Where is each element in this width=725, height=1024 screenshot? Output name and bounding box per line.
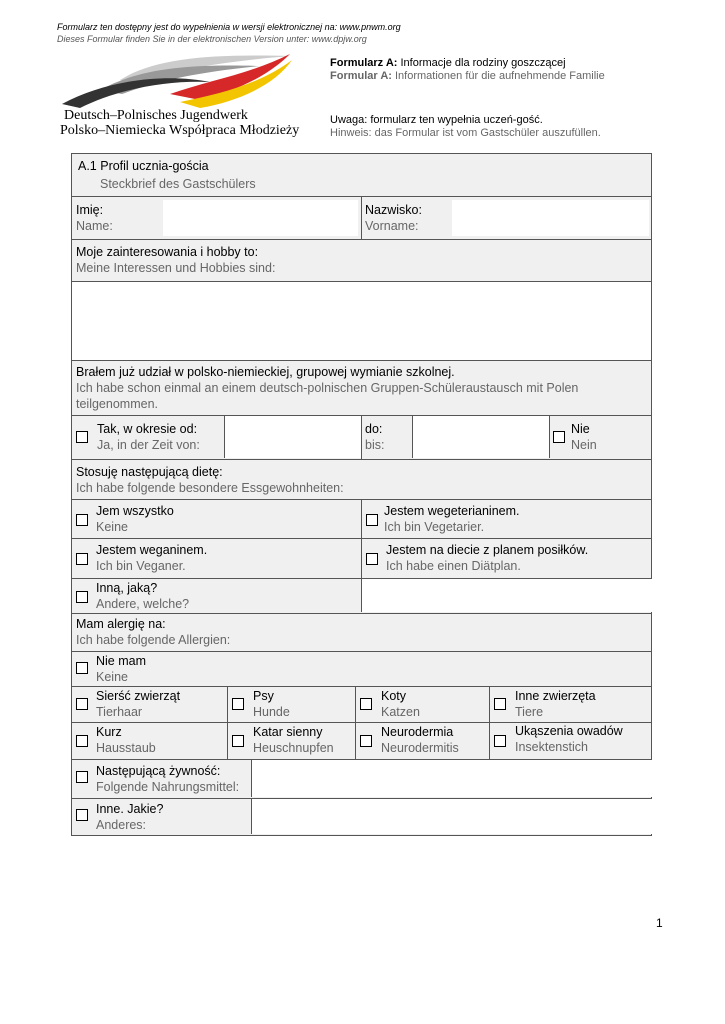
first-name-input[interactable] xyxy=(163,200,358,236)
allergy-fur-de: Tierhaar xyxy=(96,705,143,719)
diet-vegan-pl: Jestem weganinem. xyxy=(96,543,208,557)
allergy-insect-de: Insektenstich xyxy=(515,740,588,754)
last-name-input[interactable] xyxy=(452,200,649,236)
allergy-none-pl: Nie mam xyxy=(96,654,147,668)
allergy-other-de: Anderes: xyxy=(96,818,147,832)
diet-other-checkbox[interactable] xyxy=(76,591,88,603)
form-title-pl: Formularz A: Informacje dla rodziny goszczącej xyxy=(330,57,566,69)
allergy-none-row xyxy=(71,652,652,687)
diet-other-de: Andere, welche? xyxy=(96,597,190,611)
logo xyxy=(60,50,300,142)
hobbies-label-de: Meine Interessen und Hobbies sind: xyxy=(76,261,276,275)
diet-row-2 xyxy=(71,539,652,579)
diet-header xyxy=(71,460,652,500)
allergy-cats-checkbox[interactable] xyxy=(360,698,372,710)
allergy-dust-checkbox[interactable] xyxy=(76,735,88,747)
allergy-hayfever-checkbox[interactable] xyxy=(232,735,244,747)
diet-plan-de: Ich habe einen Diätplan. xyxy=(386,559,521,573)
first-name-label-pl: Imię: xyxy=(76,203,104,217)
hobbies-label-pl: Moje zainteresowania i hobby to: xyxy=(76,245,259,259)
exchange-no-checkbox[interactable] xyxy=(553,431,565,443)
logo-swoosh-icon xyxy=(60,50,300,110)
allergy-food-row xyxy=(71,760,652,799)
diet-label-de: Ich habe folgende besondere Essgewohnheiten: xyxy=(76,481,344,495)
diet-vegan-checkbox[interactable] xyxy=(76,553,88,565)
allergy-food-input[interactable] xyxy=(251,760,652,797)
exchange-to-pl: do: xyxy=(365,422,383,436)
diet-row-3 xyxy=(71,579,652,614)
exchange-label-de: Ich habe schon einmal an einem deutsch-polnischen Gruppen-Schüleraustausch mit Polen teilgenommen. xyxy=(76,381,579,411)
allergy-hayfever-de: Heuschnupfen xyxy=(253,741,334,755)
hint-de: Hinweis: das Formular ist vom Gastschüler auszufüllen. xyxy=(330,127,601,139)
allergy-none-de: Keine xyxy=(96,670,128,684)
allergy-neuro-pl: Neurodermia xyxy=(381,725,454,739)
diet-other-pl: Inną, jaką? xyxy=(96,581,158,595)
section-title-de: Steckbrief des Gastschülers xyxy=(100,177,256,191)
allergy-other-input[interactable] xyxy=(251,799,652,834)
logo-line-pl: Polsko–Niemiecka Współpraca Młodzieży xyxy=(60,123,300,138)
allergy-cats-pl: Koty xyxy=(381,689,407,703)
first-name-label-de: Name: xyxy=(76,219,113,233)
diet-vegan-de: Ich bin Veganer. xyxy=(96,559,186,573)
logo-line-de: Deutsch–Polnisches Jugendwerk xyxy=(64,108,248,123)
diet-all-checkbox[interactable] xyxy=(76,514,88,526)
last-name-label-de: Vorname: xyxy=(365,219,419,233)
diet-other-input[interactable] xyxy=(361,579,652,612)
allergy-other-pl: Inne. Jakie? xyxy=(96,802,164,816)
exchange-header xyxy=(71,361,652,416)
allergy-none-checkbox[interactable] xyxy=(76,662,88,674)
allergy-dust-pl: Kurz xyxy=(96,725,122,739)
exchange-no-pl: Nie xyxy=(571,422,590,436)
exchange-label-pl: Brałem już udział w polsko-niemieckiej, grupowej wymianie szkolnej. xyxy=(76,365,455,379)
diet-row-1 xyxy=(71,500,652,539)
header-note-de: Dieses Formular finden Sie in der elektronischen Version unter: www.dpjw.org xyxy=(57,34,367,44)
section-header xyxy=(71,153,652,197)
diet-plan-pl: Jestem na diecie z planem posiłków. xyxy=(386,543,589,557)
allergy-food-de: Folgende Nahrungsmittel: xyxy=(96,780,240,794)
hobbies-input[interactable] xyxy=(71,282,652,361)
exchange-to-de: bis: xyxy=(365,438,385,452)
allergy-dogs-pl: Psy xyxy=(253,689,274,703)
allergy-dogs-de: Hunde xyxy=(253,705,290,719)
header-note-pl: Formularz ten dostępny jest do wypełnienia w wersji elektronicznej na: www.pnwm.org xyxy=(57,22,401,32)
diet-label-pl: Stosuję następującą dietę: xyxy=(76,465,223,479)
exchange-from-input[interactable] xyxy=(224,416,362,458)
allergy-cats-de: Katzen xyxy=(381,705,420,719)
profile-form xyxy=(71,153,652,836)
exchange-yes-de: Ja, in der Zeit von: xyxy=(97,438,200,452)
allergy-row-1 xyxy=(71,687,652,723)
allergy-header xyxy=(71,614,652,652)
allergy-other-checkbox[interactable] xyxy=(76,809,88,821)
allergy-dust-de: Hausstaub xyxy=(96,741,156,755)
hint-pl: Uwaga: formularz ten wypełnia uczeń-gość. xyxy=(330,114,543,126)
form-title-de: Formular A: Informationen für die aufnehmende Familie xyxy=(330,70,605,82)
diet-all-pl: Jem wszystko xyxy=(96,504,174,518)
allergy-other-row xyxy=(71,799,652,836)
exchange-row xyxy=(71,416,652,460)
diet-vegetarian-pl: Jestem wegeterianinem. xyxy=(384,504,520,518)
page-number: 1 xyxy=(656,916,663,930)
allergy-label-pl: Mam alergię na: xyxy=(76,617,166,631)
diet-plan-checkbox[interactable] xyxy=(366,553,378,565)
hobbies-header xyxy=(71,240,652,282)
allergy-label-de: Ich habe folgende Allergien: xyxy=(76,633,231,647)
allergy-insect-checkbox[interactable] xyxy=(494,735,506,747)
allergy-row-2 xyxy=(71,723,652,760)
last-name-label-pl: Nazwisko: xyxy=(365,203,422,217)
allergy-neuro-checkbox[interactable] xyxy=(360,735,372,747)
allergy-animals-pl: Inne zwierzęta xyxy=(515,689,596,703)
allergy-fur-pl: Sierść zwierząt xyxy=(96,689,181,703)
exchange-to-input[interactable] xyxy=(412,416,550,458)
allergy-insect-pl: Ukąszenia owadów xyxy=(515,724,623,738)
allergy-neuro-de: Neurodermitis xyxy=(381,741,459,755)
name-row xyxy=(71,197,652,240)
section-title-pl: A.1 Profil ucznia-gościa xyxy=(78,159,209,173)
diet-vegetarian-de: Ich bin Vegetarier. xyxy=(384,520,485,534)
allergy-food-pl: Następującą żywność: xyxy=(96,764,221,778)
exchange-no-de: Nein xyxy=(571,438,597,452)
diet-all-de: Keine xyxy=(96,520,128,534)
allergy-animals-checkbox[interactable] xyxy=(494,698,506,710)
exchange-yes-pl: Tak, w okresie od: xyxy=(97,422,198,436)
allergy-animals-de: Tiere xyxy=(515,705,544,719)
allergy-food-checkbox[interactable] xyxy=(76,771,88,783)
diet-vegetarian-checkbox[interactable] xyxy=(366,514,378,526)
allergy-dogs-checkbox[interactable] xyxy=(232,698,244,710)
allergy-hayfever-pl: Katar sienny xyxy=(253,725,323,739)
exchange-yes-checkbox[interactable] xyxy=(76,431,88,443)
allergy-fur-checkbox[interactable] xyxy=(76,698,88,710)
